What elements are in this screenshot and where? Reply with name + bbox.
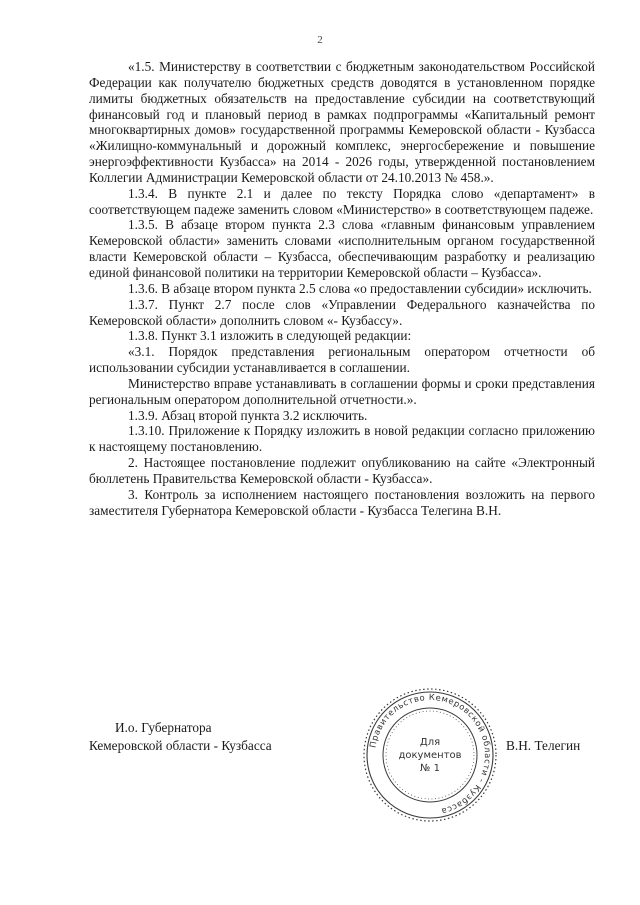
paragraph-ministry-right: Министерство вправе устанавливать в соглашении формы и сроки представления региональным оператором дополнительной отчетности.». (89, 375, 595, 407)
signatory-region: Кемеровской области - Кузбасса (89, 738, 272, 753)
official-stamp (362, 687, 498, 823)
page-number: 2 (317, 34, 323, 46)
paragraph-3-1: «3.1. Порядок представления региональным оператором отчетности об использовании субсидии устанавливается в соглашении. (89, 344, 595, 376)
paragraph-1-3-10: 1.3.10. Приложение к Порядку изложить в новой редакции согласно приложению к настоящему постановлению. (89, 423, 595, 455)
stamp-center-line-2: документов (398, 750, 462, 761)
paragraph-1-3-6: 1.3.6. В абзаце втором пункта 2.5 слова «о предоставлении субсидии» исключить. (128, 280, 592, 296)
paragraph-1-5: «1.5. Министерству в соответствии с бюджетным законодательством Российской Федерации как получателю бюджетных средств доводятся в установленном порядке лимиты бюджетных обязательств на предоставление субсидии на соответствующий финансовый год и плановый период в рамках подпрограммы «Капитальный ремонт многоквартирных домов» государственной программы Кемеровской области - Кузбасса «Жилищно-коммунальный и дорожный комплекс, энергосбережение и повышение энергоэффективности Кузбасса» на 2014 - 2026 годы, утвержденной постановлением Коллегии Администрации Кемеровской области от 24.10.2013 № 458.». (89, 59, 595, 185)
paragraph-1-3-9: 1.3.9. Абзац второй пункта 3.2 исключить. (128, 407, 368, 423)
signatory-title (89, 719, 272, 755)
paragraph-2: 2. Настоящее постановление подлежит опубликованию на сайте «Электронный бюллетень Правительства Кемеровской области - Кузбасса». (89, 455, 595, 486)
stamp-ring-text: Правительство Кемеровской области - Кузбасса (367, 691, 494, 817)
paragraph-3: 3. Контроль за исполнением настоящего постановления возложить на первого заместителя Губернатора Кемеровской области - Кузбасса Телегина В.Н. (89, 486, 595, 518)
paragraph-1-3-7: 1.3.7. Пункт 2.7 после слов «Управлении Федерального казначейства по Кемеровской области» дополнить словом «- Кузбассу». (89, 296, 595, 328)
signatory-position: И.о. Губернатора (115, 720, 212, 735)
paragraph-1-3-5: 1.3.5. В абзаце втором пункта 2.3 слова «главным финансовым управлением Кемеровской области» заменить словами «исполнительным органом государственной власти Кемеровской области – Кузбасса, обеспечивающим разработку и реализацию единой финансовой политики на территории Кемеровской области – Кузбасса». (89, 217, 595, 280)
stamp-center-line-3: № 1 (420, 763, 440, 774)
stamp-center-line-1: Для (419, 737, 441, 748)
signatory-name: В.Н. Телегин (506, 738, 581, 753)
document-body (89, 59, 595, 518)
paragraph-1-3-8: 1.3.8. Пункт 3.1 изложить в следующей редакции: (128, 328, 412, 344)
paragraph-1-3-4: 1.3.4. В пункте 2.1 и далее по тексту Порядка слово «департамент» в соответствующем падеже заменить словом «Министерство» в соответствующем падеже. (89, 185, 595, 217)
